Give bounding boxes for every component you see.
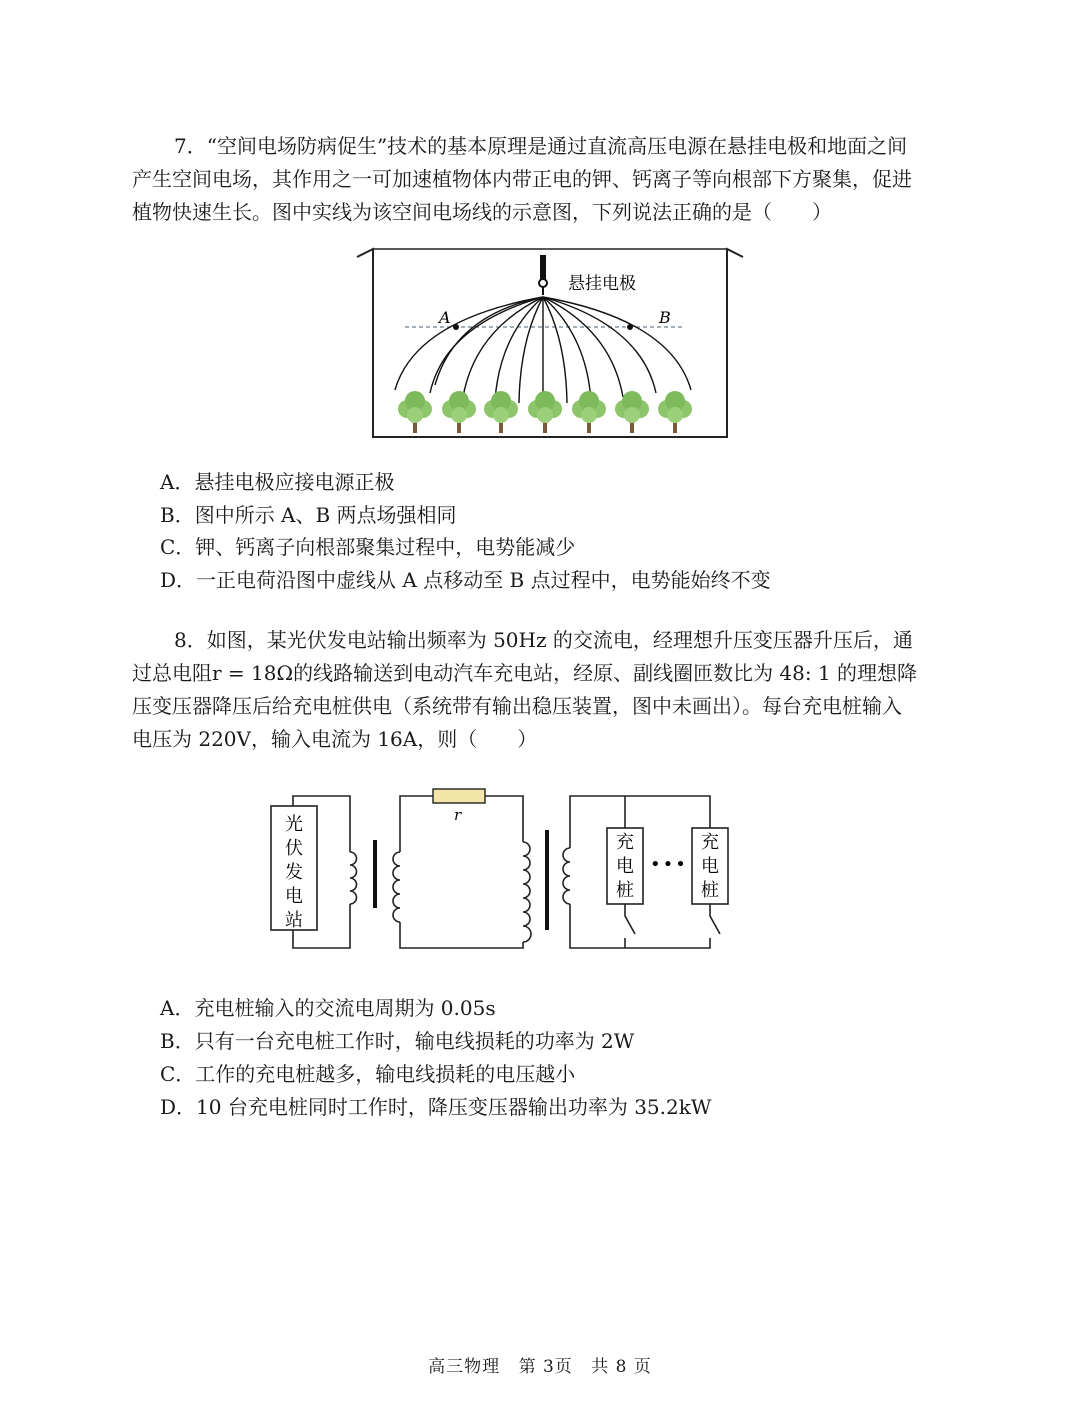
svg-text:站: 站	[285, 910, 303, 931]
charger-2-label	[701, 832, 719, 901]
svg-text:发: 发	[285, 862, 303, 883]
footer-page: 第 3页	[518, 1357, 573, 1377]
point-a-label: A	[439, 308, 451, 327]
resistor-label: r	[454, 806, 462, 824]
svg-text:电: 电	[616, 856, 634, 877]
q8-stem-line: 电压为 220V，输入电流为 16A，则（ ）	[132, 727, 538, 751]
q7-stem-line: 产生空间电场，其作用之一可加速植物体内带正电的钾、钙离子等向根部下方聚集，促进	[132, 167, 912, 191]
footer-total: 共 8 页	[591, 1357, 652, 1377]
page-footer	[0, 1352, 1080, 1377]
charger-1-label	[616, 832, 634, 901]
svg-text:桩: 桩	[701, 880, 719, 901]
q8-option-b: B．只有一台充电桩工作时，输电线损耗的功率为 2W	[160, 1029, 635, 1053]
plants	[398, 391, 692, 433]
q7-stem-line: 植物快速生长。图中实线为该空间电场线的示意图，下列说法正确的是（ ）	[132, 200, 832, 224]
q8-stem	[132, 624, 952, 756]
svg-text:充: 充	[701, 832, 719, 853]
q7-option-c: C．钾、钙离子向根部聚集过程中，电势能减少	[160, 535, 576, 559]
q8-stem-line: 过总电阻r = 18Ω的线路输送到电动汽车充电站，经原、副线圈匝数比为 48: 1 的理想降	[132, 661, 918, 685]
svg-text:电: 电	[285, 886, 303, 907]
q8-option-c: C．工作的充电桩越多，输电线损耗的电压越小	[160, 1062, 576, 1086]
svg-text:桩: 桩	[616, 880, 634, 901]
q7-stem	[132, 130, 952, 229]
q7-option-d: D．一正电荷沿图中虚线从 A 点移动至 B 点过程中，电势能始终不变	[160, 568, 771, 592]
resistor-r	[433, 789, 485, 803]
charger-ellipsis: •••	[650, 854, 688, 875]
q8-option-d: D．10 台充电桩同时工作时，降压变压器输出功率为 35.2kW	[160, 1095, 712, 1119]
q7-option-b: B．图中所示 A、B 两点场强相同	[160, 503, 457, 527]
footer-subject: 高三物理	[428, 1357, 501, 1377]
q7-stem-line: 7．“空间电场防病促生”技术的基本原理是通过直流高压电源在悬挂电极和地面之间	[174, 134, 908, 158]
q8-circuit-diagram	[265, 782, 735, 957]
point-b	[627, 324, 633, 330]
q7-field-diagram	[355, 245, 745, 445]
svg-text:光: 光	[285, 814, 303, 835]
electrode-rod	[540, 255, 546, 279]
q8-stem-line: 8．如图，某光伏发电站输出频率为 50Hz 的交流电，经理想升压变压器升压后，通	[174, 628, 913, 652]
q8-stem-line: 压变压器降压后给充电桩供电（系统带有输出稳压装置，图中未画出）。每台充电桩输入	[132, 694, 902, 718]
electrode-label: 悬挂电极	[568, 274, 636, 294]
svg-text:充: 充	[616, 832, 634, 853]
q8-option-a: A．充电桩输入的交流电周期为 0.05s	[160, 996, 496, 1020]
q7-option-a: A．悬挂电极应接电源正极	[160, 470, 395, 494]
svg-text:伏: 伏	[285, 838, 303, 859]
station-label	[285, 814, 303, 931]
svg-text:电: 电	[701, 856, 719, 877]
point-a	[453, 324, 459, 330]
point-b-label: B	[659, 308, 671, 327]
